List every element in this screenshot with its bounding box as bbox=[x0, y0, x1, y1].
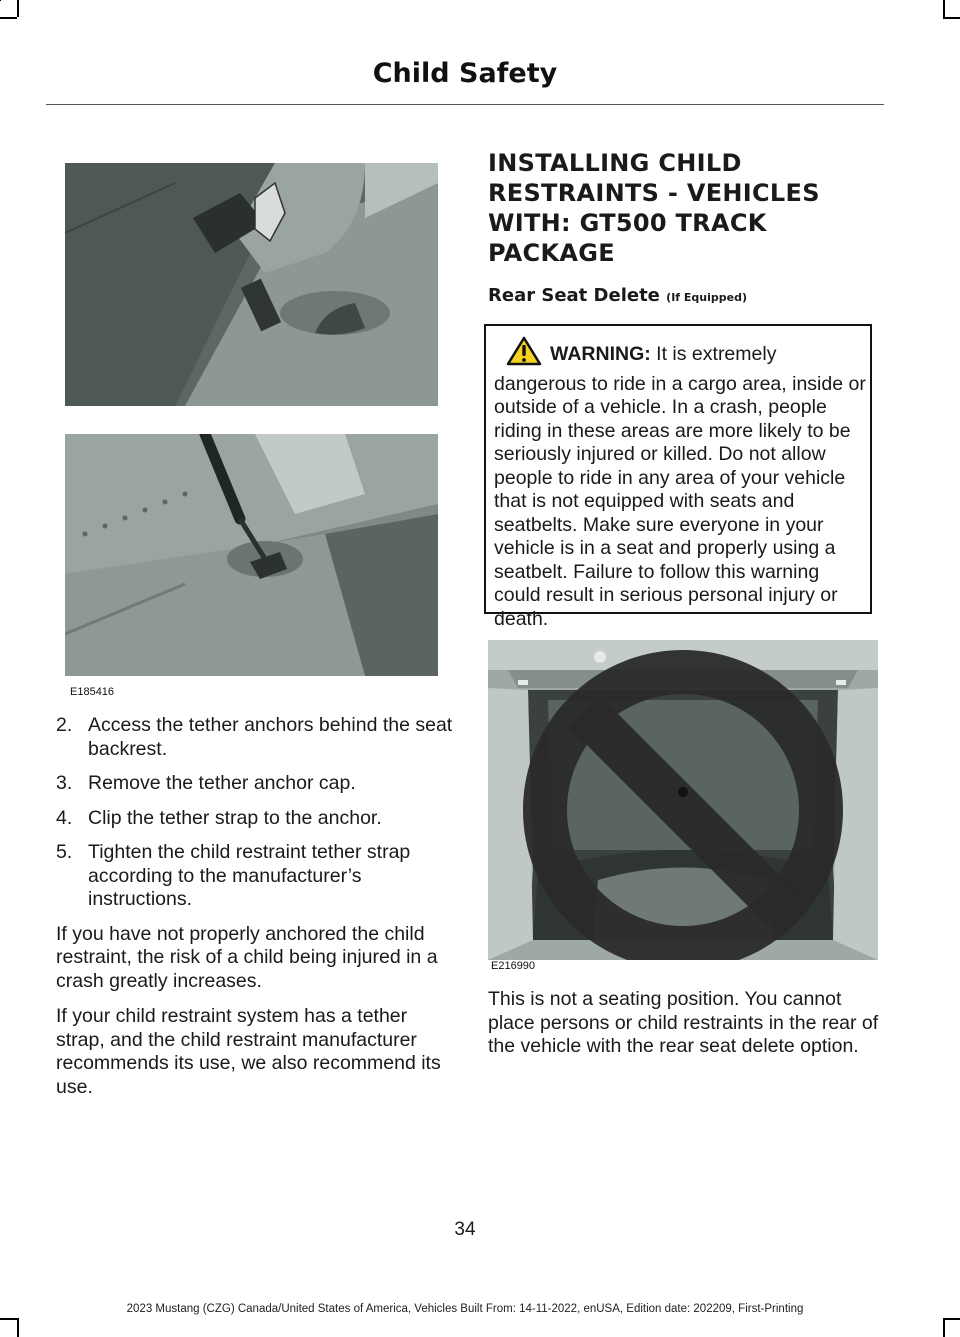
figure-id-right: E216990 bbox=[491, 960, 536, 972]
crop-mark bbox=[17, 1318, 19, 1337]
warning-text: It is extremely dangerous to ride in a cargo area, inside or outside of a vehicle. In a crash, people riding in these areas are more likely to be seriously injured or killed. Do not allow people to ride in any area of your vehicle that is not equipped with seats and seatbelts. Make sure everyone in your vehicle is in a seat and properly using a seatbelt. Failure to follow this warning could result in serious personal injury or death. bbox=[494, 343, 866, 630]
body-paragraph: This is not a seating position. You cannot place persons or child restraints in the rear of the vehicle with the rear seat delete option. bbox=[488, 988, 879, 1057]
crop-mark bbox=[0, 0, 1, 1]
warning-triangle-icon bbox=[506, 336, 542, 373]
step-number: 3. bbox=[56, 772, 73, 794]
subsection-title-text: Rear Seat Delete bbox=[488, 285, 660, 306]
body-paragraph: If you have not properly anchored the child restraint, the risk of a child being injured in a crash greatly increases. bbox=[56, 922, 438, 992]
page-title: Child Safety bbox=[372, 58, 558, 89]
warning-label: WARNING: bbox=[550, 343, 651, 365]
step-number: 2. bbox=[56, 714, 73, 736]
page-number: 34 bbox=[454, 1219, 476, 1240]
header-divider bbox=[46, 104, 884, 105]
crop-mark bbox=[943, 1318, 960, 1320]
step-number: 5. bbox=[56, 841, 73, 863]
step-text: Clip the tether strap to the anchor. bbox=[88, 806, 382, 829]
instruction-step bbox=[56, 841, 456, 912]
instruction-step bbox=[56, 807, 456, 831]
figure-id-left: E185416 bbox=[70, 686, 115, 698]
crop-mark bbox=[943, 17, 960, 19]
warning-box bbox=[484, 324, 872, 630]
crop-mark bbox=[943, 1318, 945, 1337]
section-title: INSTALLING CHILD RESTRAINTS - VEHICLES WITH: GT500 TRACK PACKAGE bbox=[488, 149, 820, 267]
step-text: Access the tether anchors behind the seat backrest. bbox=[88, 714, 453, 760]
step-number: 4. bbox=[56, 806, 73, 829]
crop-mark bbox=[17, 0, 19, 17]
step-text: Remove the tether anchor cap. bbox=[88, 772, 356, 794]
subsection-title bbox=[488, 285, 747, 306]
tether-anchor-figure-bottom bbox=[65, 434, 438, 676]
step-text: Tighten the child restraint tether strap according to the manufacturer’s instructions. bbox=[88, 841, 411, 910]
body-paragraph: If your child restraint system has a tether strap, and the child restraint manufacturer recommends its use, we also recommend its use. bbox=[56, 1005, 441, 1098]
left-column-text bbox=[56, 714, 456, 1111]
instruction-step bbox=[56, 772, 456, 796]
rear-seat-delete-figure bbox=[488, 640, 878, 960]
instruction-step bbox=[56, 714, 456, 761]
subsection-note: (If Equipped) bbox=[666, 291, 748, 304]
crop-mark bbox=[943, 0, 945, 17]
tether-anchor-figure-top bbox=[65, 163, 438, 406]
crop-mark bbox=[0, 17, 17, 19]
footer-text: 2023 Mustang (CZG) Canada/United States of America, Vehicles Built From: 14-11-2022, enUSA, Edition date: 202209, First-Printing bbox=[126, 1303, 804, 1315]
crop-mark bbox=[0, 1318, 17, 1320]
